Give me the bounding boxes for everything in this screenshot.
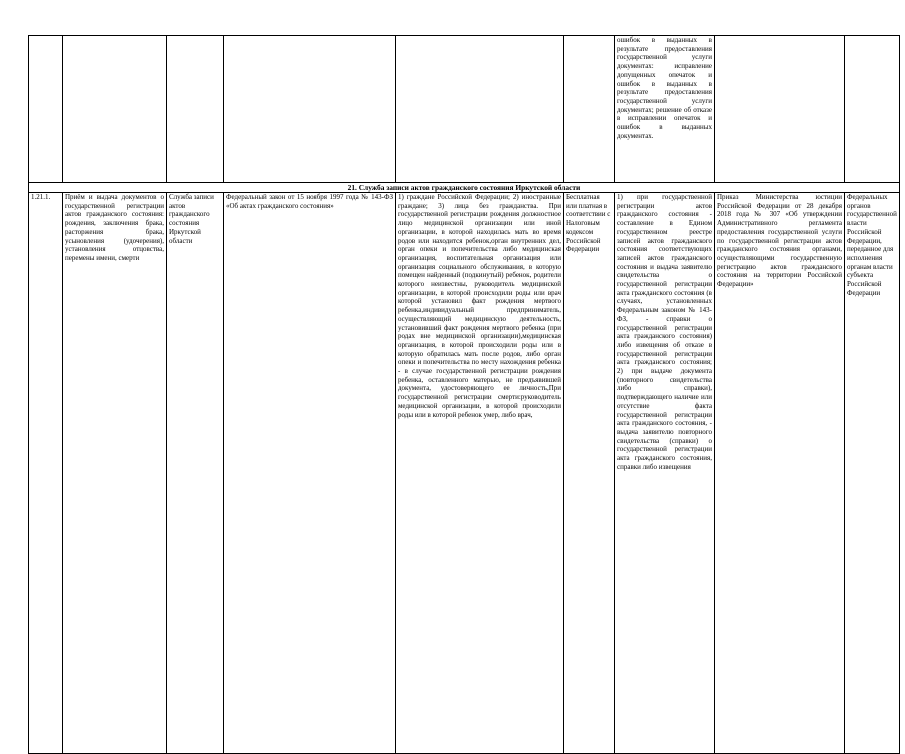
cell-regulation [715,36,845,183]
cell-result-continued: ошибок в выданных в результате предоставления государственной услуги документах: исправление допущенных опечаток и ошибок в выданных в результате предоставления государственной услуги документах; решение об отказе в исправлении опечаток и ошибок в выданных документах. [615,36,715,183]
cell-authority [167,36,224,183]
section-title: 21. Служба записи актов гражданского состояния Иркутской области [29,183,900,193]
applicants: 1) граждане Российской Федерации; 2) иностранные граждане; 3) лица без гражданства. При государственной регистрации рождения должностное лицо медицинской организации или иной организации, в которой находилась мать во время родов или находится ребенок,орган внутренних дел, орган опеки и попечительства либо медицинская организация, воспитательная организация или организация социального обслуживания, в которую помещен найденный (подкинутый) ребенок, родители которого неизвестны, руководитель медицинской организации, в которой происходили роды или врач которой установил факт рождения мертвого ребенка,индивидуальный предприниматель, осуществляющий медицинскую деятельность, установивший факт рождения мертвого ребенка (при родах вне медицинской организации),медицинская организация, в которой происходили роды или в которую обратилась мать после родов, либо орган опеки и попечительства по месту нахождения ребенка - в случае государственной регистрации рождения ребенка, оставленного матерью, не предъявившей документа, удостоверяющего ее личность,При государственной регистрации смерти:руководитель медицинской организации, в которой происходили роды или в которой ребенок умер, либо врач, [396,193,564,754]
continuation-row [29,36,900,183]
cell-applicants [396,36,564,183]
legal-basis: Федеральный закон от 15 ноября 1997 года № 143-ФЗ «Об актах гражданского состояния» [224,193,396,754]
delegation: Федеральных органов государственной власти Российской Федерации, переданное для исполнения органам власти субъекта Российской Федерации [845,193,900,754]
section-header-row [29,183,900,193]
service-result: 1) при государственной регистрации актов гражданского состояния - составление в Едином государственном реестре записей актов гражданского состояния соответствующих записей актов гражданского состояния и выдача заявителю свидетельства о государственной регистрации акта гражданского состояния (в случаях, установленных Федеральным законом № 143-ФЗ, - справки о государственной регистрации акта гражданского состояния) либо извещения об отказе в государственной регистрации акта гражданского состояния; 2) при выдаче документа (повторного свидетельства либо справки), подтверждающего наличие или отсутствие факта государственной регистрации акта гражданского состояния, - выдача заявителю повторного свидетельства (справки) о государственной регистрации акта гражданского состояния, справки либо извещения [615,193,715,754]
cell-law [224,36,396,183]
services-table [28,35,900,754]
authority-name: Служба записи актов гражданского состояния Иркутской области [167,193,224,754]
table-row [29,193,900,754]
service-name: Приём и выдача документов о государственной регистрации актов гражданского состояния: рождения, заключения брака, расторжения брака, усыновления (удочерения), установления отцовства, перемены имени, смерти [63,193,167,754]
fee-info: Бесплатная или платная в соответствии с Налоговым кодексом Российской Федерации [564,193,615,754]
cell-delegation [845,36,900,183]
cell-number [29,36,63,183]
cell-service [63,36,167,183]
cell-fee [564,36,615,183]
row-number: 1.21.1. [29,193,63,754]
regulation: Приказ Министерства юстиции Российской Федерации от 28 декабря 2018 года № 307 «Об утверждении Административного регламента предоставления государственной услуги по государственной регистрации актов гражданского состояния органами, осуществляющими государственную регистрацию актов гражданского состояния на территории Российской Федерации» [715,193,845,754]
